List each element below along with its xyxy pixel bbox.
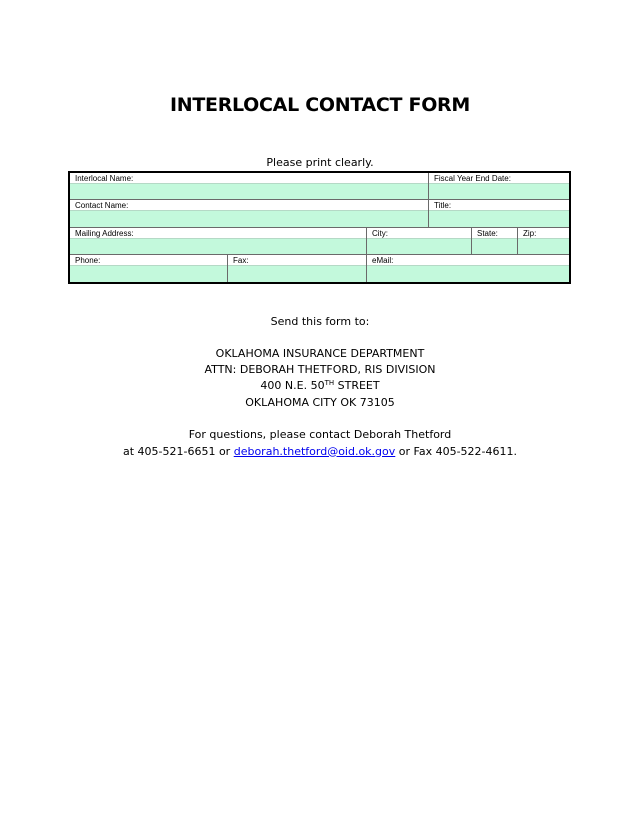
address-line-city: OKLAHOMA CITY OK 73105 (245, 395, 395, 409)
mailing-address-field[interactable] (70, 238, 366, 254)
phone-cell (70, 255, 228, 282)
fiscal-year-label: Fiscal Year End Date: (429, 173, 569, 183)
mailing-address-label: Mailing Address: (70, 228, 366, 238)
street-number: 400 N.E. 50 (260, 379, 325, 393)
contact-fax-text: or Fax 405-522-4611. (395, 444, 518, 458)
form-row-phone (70, 255, 569, 282)
state-field[interactable] (472, 238, 517, 254)
street-ordinal-suffix: TH (324, 379, 335, 388)
contact-info (0, 427, 640, 460)
fiscal-year-cell (429, 173, 569, 199)
city-field[interactable] (367, 238, 471, 254)
send-instruction: Send this form to: (270, 315, 370, 328)
zip-label: Zip: (518, 228, 569, 238)
address-line-attention: ATTN: DEBORAH THETFORD, RIS DIVISION (204, 363, 436, 377)
email-link[interactable]: deborah.thetford@oid.ok.gov (233, 444, 396, 458)
print-instruction: Please print clearly. (266, 156, 374, 169)
title-field[interactable] (429, 210, 569, 226)
contact-name-cell (70, 200, 429, 226)
city-cell (367, 228, 472, 254)
fiscal-year-field[interactable] (429, 183, 569, 199)
form-row-interlocal (70, 173, 569, 200)
form-row-address (70, 228, 569, 255)
state-cell (472, 228, 518, 254)
fax-field[interactable] (228, 265, 366, 282)
zip-field[interactable] (518, 238, 569, 254)
interlocal-name-label: Interlocal Name: (70, 173, 428, 183)
mailing-address-cell (70, 228, 367, 254)
mailing-address-block (0, 346, 640, 411)
address-line-department: OKLAHOMA INSURANCE DEPARTMENT (215, 347, 425, 360)
contact-line-name: For questions, please contact Deborah Thetford (188, 428, 452, 441)
title-label: Title: (429, 200, 569, 210)
street-name: STREET (334, 379, 380, 393)
contact-name-field[interactable] (70, 210, 428, 226)
fax-cell (228, 255, 367, 282)
interlocal-name-field[interactable] (70, 183, 428, 199)
fax-label: Fax: (228, 255, 366, 265)
contact-line-details (0, 444, 640, 461)
state-label: State: (472, 228, 517, 238)
email-field[interactable] (367, 265, 569, 282)
contact-name-label: Contact Name: (70, 200, 428, 210)
interlocal-name-cell (70, 173, 429, 199)
city-label: City: (367, 228, 471, 238)
phone-label: Phone: (70, 255, 227, 265)
phone-field[interactable] (70, 265, 227, 282)
zip-cell (518, 228, 569, 254)
address-line-street (0, 378, 640, 394)
contact-phone-text: at 405-521-6651 or (122, 444, 234, 458)
email-label: eMail: (367, 255, 569, 265)
email-cell (367, 255, 569, 282)
contact-form (68, 171, 571, 284)
title-cell (429, 200, 569, 226)
page-title: INTERLOCAL CONTACT FORM (170, 94, 470, 116)
form-row-contact (70, 200, 569, 227)
